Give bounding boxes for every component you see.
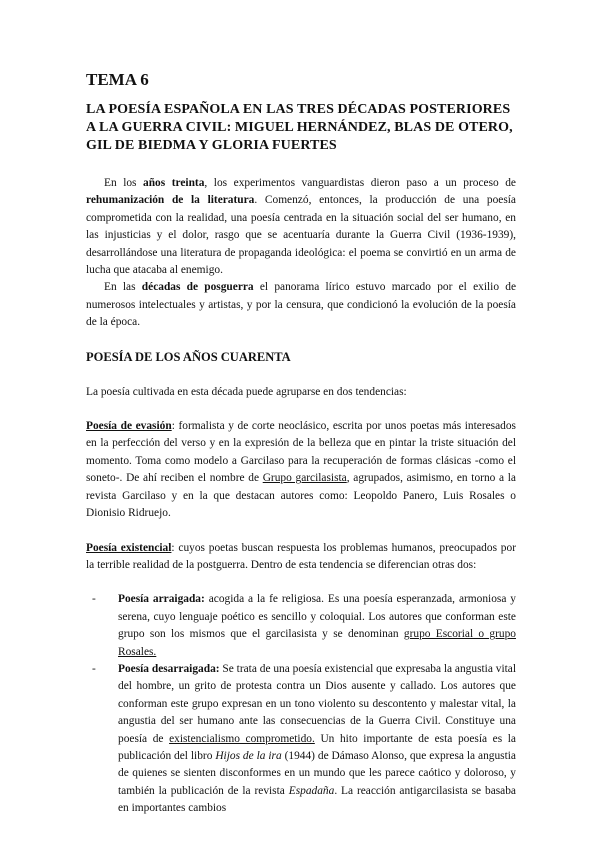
evasion-paragraph: Poesía de evasión: formalista y de corte neoclásico, escrita por unos poetas más interesados en la perfección del verso y en la expresión de la belleza que en pintar la triste situación del momento. Toma como modelo a Garcilaso para la recuperación de formas clásicas -como el soneto-. De ahí reciben el nombre de Grupo garcilasista, agrupados, asimismo, en torno a la revista Garcilaso y en la que destacan autores como: Leopoldo Panero, Luis Rosales o Dionisio Ridruejo. [86, 420, 516, 520]
document-title: LA POESÍA ESPAÑOLA EN LAS TRES DÉCADAS POSTERIORES A LA GUERRA CIVIL: MIGUEL HERNÁNDEZ, BLAS DE OTERO, GIL DE BIEDMA Y GLORIA FUERTES [86, 102, 513, 153]
grupo-garcilasista-link: Grupo garcilasista [262, 472, 347, 485]
bold-anos-treinta: años treinta [143, 177, 205, 189]
espadana-title: Espadaña [288, 784, 335, 797]
intro-paragraph-1: En los años treinta, los experimentos vanguardistas dieron paso a un proceso de rehumanización de la literatura. Comenzó, entonces, la producción de una poesía comprometida con la realidad, una poesía centrada en la situación social del ser humano, en las injusticias y el dolor, rasgo que se acentuaría durante la Guerra Civil (1936-1939), desarrollándose una literatura de propaganda ideológica: el poema se convirtió en un arma de lucha que atacaba al enemigo. [86, 177, 516, 277]
section-heading-anos-cuarenta: POESÍA DE LOS AÑOS CUARENTA [86, 349, 291, 364]
tendencies-list [86, 591, 516, 817]
desarraigada-label: Poesía desarraigada: [118, 662, 220, 675]
bold-rehumanizacion: rehumanización de la literatura [86, 194, 255, 207]
tema-heading: TEMA 6 [86, 70, 149, 89]
grupo-escorial-link: grupo Escorial o grupo Rosales. [118, 628, 516, 658]
intro-paragraph-2: En las décadas de posguerra el panorama lírico estuvo marcado por el exilio de numerosos intelectuales y artistas, y por la censura, que condicionó la evolución de la poesía de la época. [86, 281, 517, 329]
existencialismo-link: existencialismo comprometido. [169, 732, 315, 745]
bold-decadas-posguerra: décadas de posguerra [141, 281, 254, 294]
section-lead: La poesía cultivada en esta década puede agruparse en dos tendencias: [86, 385, 407, 398]
existencial-paragraph: Poesía existencial: cuyos poetas buscan respuesta los problemas humanos, preocupados por la terrible realidad de la postguerra. Dentro de esta tendencia se diferencian otras dos: [86, 541, 516, 571]
list-item-desarraigada: - Poesía desarraigada: Se trata de una poesía existencial que expresaba la angustia vital del hombre, un grito de protesta contra un Dios ausente y callado. Los autores que conforman este grupo expresan en un tono violento su descontento y malestar vital, la angustia del ser humano ante las consecuencias de la Guerra Civil. Constituye una poesía de existencialismo comprometido. Un hito importante de esta poesía es la publicación del libro Hijos de la ira (1944) de Dámaso Alonso, que expresa la angustia de quienes se sienten disconformes en un mundo que les parece caótico y doloroso, y también la publicación de la revista Espadaña. La reacción antigarcilasista se basaba en importantes cambios [92, 662, 516, 815]
list-item-arraigada: - Poesía arraigada: acogida a la fe religiosa. Es una poesía esperanzada, armoniosa y serena, cuyo lenguaje poético es sencillo y coloquial. Los autores que conforman este grupo son los mismos que el garcilasista y se denominan grupo Escorial o grupo Rosales. [92, 593, 516, 658]
arraigada-label: Poesía arraigada: [118, 593, 205, 606]
evasion-label: Poesía de evasión [86, 420, 172, 433]
hijos-de-la-ira-title: Hijos de la ira [215, 749, 282, 762]
document-page [86, 70, 516, 818]
existencial-label: Poesía existencial [86, 541, 172, 554]
